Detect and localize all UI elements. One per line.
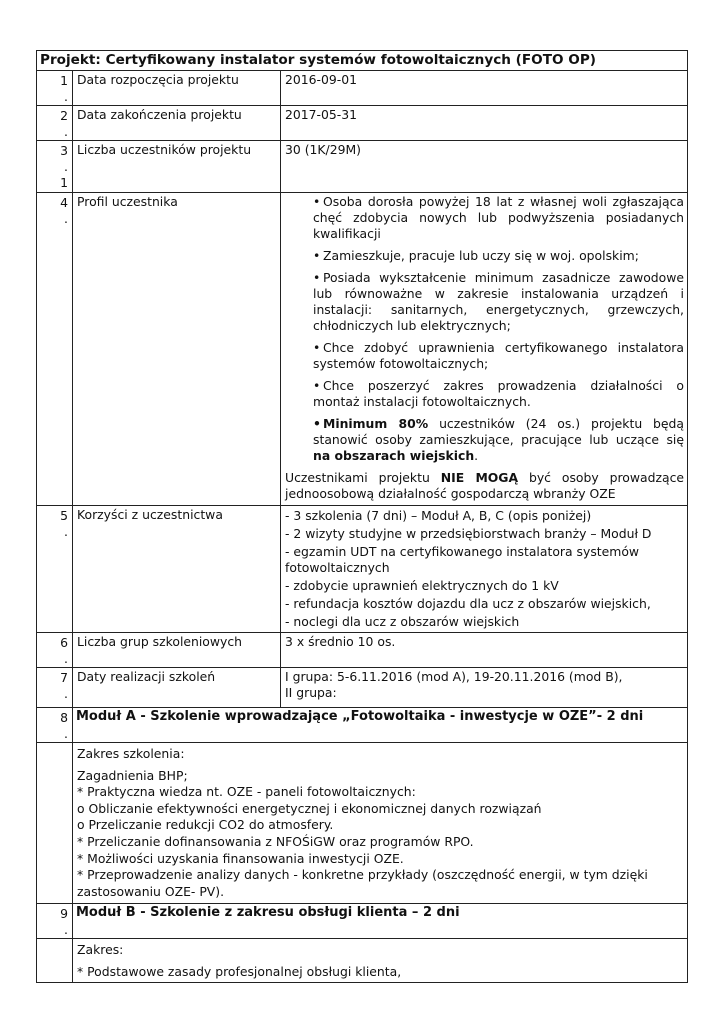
row-module-b bbox=[37, 904, 688, 939]
row-number: 5 . bbox=[37, 506, 73, 633]
row-number: 3 . 1 bbox=[37, 141, 73, 193]
bullet-icon: • bbox=[313, 416, 321, 431]
list-item: - refundacja kosztów dojazdu dla ucz z obszarów wiejskich, bbox=[285, 596, 651, 611]
profile-bullet: Posiada wykształcenie minimum zasadnicze zawodowe lub równoważne w zakresie instalowania urządzeń i instalacji: sanitarnych, energetycznych, grzewczych, chłodniczych lub elektrycznych; bbox=[313, 270, 684, 333]
benefits-list bbox=[281, 506, 688, 633]
row-number: 9 . bbox=[37, 904, 73, 939]
row-number: 6 . bbox=[37, 633, 73, 668]
row-label: Liczba grup szkoleniowych bbox=[73, 633, 281, 668]
bullet-icon: • bbox=[313, 194, 321, 209]
row-module-a bbox=[37, 708, 688, 743]
list-item: - 2 wizyty studyjne w przedsiębiorstwach branży – Moduł D bbox=[285, 526, 652, 541]
list-item: - 3 szkolenia (7 dni) – Moduł A, B, C (opis poniżej) bbox=[285, 508, 592, 523]
row-groups bbox=[37, 633, 688, 668]
bullet-icon: • bbox=[313, 378, 321, 393]
bullet-icon: • bbox=[313, 270, 321, 285]
row-label: Liczba uczestników projektu bbox=[73, 141, 281, 193]
row-module-a-scope bbox=[37, 743, 688, 904]
list-item: - zdobycie uprawnień elektrycznych do 1 kV bbox=[285, 578, 559, 593]
row-number: 8 . bbox=[37, 708, 73, 743]
project-table bbox=[36, 50, 688, 983]
row-number: 1 . bbox=[37, 71, 73, 106]
profile-bullet: Chce zdobyć uprawnienia certyfikowanego instalatora systemów fotowoltaicznych; bbox=[313, 340, 684, 371]
row-start-date bbox=[37, 71, 688, 106]
row-value: 2016-09-01 bbox=[281, 71, 688, 106]
row-label: Profil uczestnika bbox=[73, 193, 281, 506]
profile-bullet: Zamieszkuje, pracuje lub uczy się w woj. opolskim; bbox=[323, 248, 639, 263]
module-b-title: Moduł B - Szkolenie z zakresu obsługi klienta – 2 dni bbox=[73, 904, 688, 939]
row-participants bbox=[37, 141, 688, 193]
module-a-scope: Zakres szkolenia: Zagadnienia BHP; * Praktyczna wiedza nt. OZE - paneli fotowoltaicznych: o Obliczanie efektywności energetycznej i ekonomicznej danych rozwiązań o Przeliczanie redukcji CO2 do atmosfery. * Przeliczanie dofinansowania z NFOŚiGW oraz programów RPO. * Możliwości uzyskania finansowania inwestycji OZE. * Przeprowadzenie analizy danych - konkretne przykłady (oszczędność energii, w tym dzięki zastosowaniu OZE- PV). bbox=[73, 743, 688, 904]
list-item: - noclegi dla ucz z obszarów wiejskich bbox=[285, 614, 520, 629]
row-benefits bbox=[37, 506, 688, 633]
bullet-icon: • bbox=[313, 340, 321, 355]
list-item: - egzamin UDT na certyfikowanego instalatora systemów fotowoltaicznych bbox=[285, 544, 640, 575]
row-label: Korzyści z uczestnictwa bbox=[73, 506, 281, 633]
module-b-scope: Zakres: * Podstawowe zasady profesjonalnej obsługi klienta, bbox=[73, 939, 688, 982]
row-training-dates bbox=[37, 668, 688, 708]
profile-bullet-bold: Minimum 80% bbox=[323, 416, 429, 431]
profile-bullet: Chce poszerzyć zakres prowadzenia działalności o montaż instalacji fotowoltaicznych. bbox=[313, 378, 684, 409]
row-number: 2 . bbox=[37, 106, 73, 141]
profile-bullet-list: • Osoba dorosła powyżej 18 lat z własnej woli zgłaszająca chęć zdobycia nowych lub podwyższenia posiadanych kwalifikacji • Zamieszkuje, pracuje lub uczy się w woj. opolskim; • Posiada wykształcenie minimum zasadnicze zawodowe lub równoważne w zakresie instalowania urządzeń i instalacji: sanitarnych, energetycznych, grzewczych, chłodniczych lub elektrycznych; • Chce zdobyć uprawnienia certyfikowanego instalatora systemów fotowoltaicznych; • Chce poszerzyć zakres prowadzenia działalności o montaż instalacji fotowoltaicznych. • Minimum 80% uczestników (24 os.) projektu będą stanowić osoby zamieszkujące, pracujące lub uczące się na obszarach wiejskich. bbox=[313, 194, 684, 463]
row-number: 7 . bbox=[37, 668, 73, 708]
row-value: 3 x średnio 10 os. bbox=[281, 633, 688, 668]
project-title: Projekt: Certyfikowany instalator systemów fotowoltaicznych (FOTO OP) bbox=[37, 51, 688, 71]
module-a-title: Moduł A - Szkolenie wprowadzające „Fotowoltaika - inwestycje w OZE”- 2 dni bbox=[73, 708, 688, 743]
row-number: 4 . bbox=[37, 193, 73, 506]
row-end-date bbox=[37, 106, 688, 141]
row-value: 30 (1K/29M) bbox=[281, 141, 688, 193]
row-label: Daty realizacji szkoleń bbox=[73, 668, 281, 708]
row-value: I grupa: 5-6.11.2016 (mod A), 19-20.11.2016 (mod B), II grupa: bbox=[281, 668, 688, 708]
profile-content bbox=[281, 193, 688, 506]
profile-note: Uczestnikami projektu NIE MOGĄ być osoby prowadzące jednoosobową działalność gospodarczą wbranży OZE bbox=[285, 470, 685, 501]
row-label: Data rozpoczęcia projektu bbox=[73, 71, 281, 106]
row-label: Data zakończenia projektu bbox=[73, 106, 281, 141]
row-value: 2017-05-31 bbox=[281, 106, 688, 141]
row-module-b-scope bbox=[37, 939, 688, 982]
bullet-icon: • bbox=[313, 248, 321, 263]
profile-bullet: Osoba dorosła powyżej 18 lat z własnej woli zgłaszająca chęć zdobycia nowych lub podwyższenia posiadanych kwalifikacji bbox=[313, 194, 684, 241]
row-participant-profile bbox=[37, 193, 688, 506]
